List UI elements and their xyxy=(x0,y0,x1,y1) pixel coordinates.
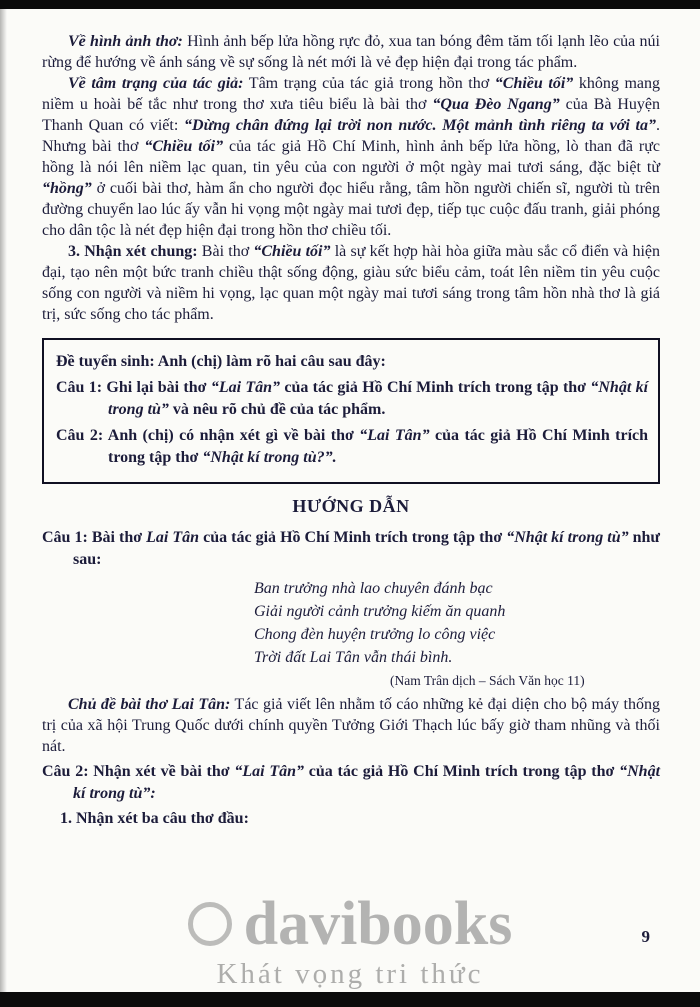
davibooks-watermark xyxy=(0,890,700,991)
page-number: 9 xyxy=(641,927,650,946)
scan-shadow-left xyxy=(0,0,7,1007)
poem-line-3: Chong đèn huyện trưởng lo công việc xyxy=(254,626,496,643)
guide-note-ba-cau-tho-dau: 1. Nhận xét ba câu thơ đầu: xyxy=(60,810,249,827)
page-content xyxy=(42,31,660,829)
scan-border-top xyxy=(0,0,700,9)
watermark-brand-row xyxy=(188,890,513,959)
watermark-slogan-text: Khát vọng tri thức xyxy=(216,958,484,991)
paragraph-hinh-anh-tho: Về hình ảnh thơ: Hình ảnh bếp lửa hồng rực đỏ, xua tan bóng đêm tăm tối lạnh lẽo của núi rừng để hướng về ánh sáng về sự sống là nét mới là vẻ đẹp hiện đại trong tác phẩm. xyxy=(42,33,661,71)
guide-answer-2-intro: Câu 2: Nhận xét về bài thơ “Lai Tân” của tác giả Hồ Chí Minh trích trong tập thơ “Nhật kí trong tù”: xyxy=(42,763,661,802)
watermark-brand-text: davibooks xyxy=(243,890,513,959)
paragraph-nhan-xet-chung: 3. Nhận xét chung: Bài thơ “Chiều tối” là sự kết hợp hài hòa giữa màu sắc cổ điển và hiện đại, tạo nên một bức tranh chiều thật sống động, giàu sức biểu cảm, toát lên niềm tin yêu cuộc sống con người và niềm hi vọng, lạc quan một ngày mai tươi sáng trong tâm hồn nhà thơ là giá trị, sức sống cho tác phẩm. xyxy=(42,243,661,323)
paragraph-tam-trang-tac-gia: Về tâm trạng của tác giả: Tâm trạng của tác giả trong hồn thơ “Chiều tối” không mang niềm u hoài bế tắc như trong thơ xưa tiêu biểu là bài thơ “Qua Đèo Ngang” của Bà Huyện Thanh Quan có viết: “Dừng chân đứng lại trời non nước. Một mảnh tình riêng ta với ta”. Nhưng bài thơ “Chiều tối” của tác giả Hồ Chí Minh, hình ảnh bếp lửa hồng, lò than đã rực hồng là nói lên niềm lạc quan, tin yêu của con người ở một ngày mai tươi sáng, đặc biệt từ “hồng” ở cuối bài thơ, hàm ẩn cho người đọc hiểu rằng, tâm hồn người chiến sĩ, người tù trên đường chuyển lao lúc ấy vẫn hi vọng một ngày mai tươi đẹp, tiếp tục cuộc đấu tranh, giải phóng cho dân tộc là nét đẹp hiện đại trong hồn thơ chiều tối. xyxy=(42,75,661,239)
exam-question-box xyxy=(42,338,660,484)
guide-answer-1-intro: Câu 1: Bài thơ Lai Tân của tác giả Hồ Chí Minh trích trong tập thơ “Nhật kí trong tù” như sau: xyxy=(42,529,661,568)
poem-line-4: Trời đất Lai Tân vẫn thái bình. xyxy=(254,649,453,666)
poem-lai-tan xyxy=(254,577,660,669)
paragraph-chu-de-lai-tan: Chủ đề bài thơ Lai Tân: Tác giả viết lên nhằm tố cáo những kẻ đại diện cho bộ máy thống trị của xã hội Trung Quốc dưới chính quyền Tưởng Giới Thạch lúc bấy giờ tham nhũng và thối nát. xyxy=(42,696,660,755)
poem-attribution: (Nam Trân dịch – Sách Văn học 11) xyxy=(390,673,585,688)
poem-line-1: Ban trưởng nhà lao chuyên đánh bạc xyxy=(254,580,493,597)
section-heading-huong-dan: HƯỚNG DẪN xyxy=(292,496,410,516)
exam-box-question-2: Câu 2: Anh (chị) có nhận xét gì về bài thơ “Lai Tân” của tác giả Hồ Chí Minh trích trong tập thơ “Nhật kí trong tù?”. xyxy=(56,427,649,466)
exam-box-intro: Đề tuyển sinh: Anh (chị) làm rõ hai câu sau đây: xyxy=(56,353,386,370)
scan-border-bottom xyxy=(0,992,700,1007)
davibooks-logo-icon xyxy=(188,902,232,946)
poem-line-2: Giải người cảnh trưởng kiếm ăn quanh xyxy=(254,603,506,620)
exam-box-question-1: Câu 1: Ghi lại bài thơ “Lai Tân” của tác giả Hồ Chí Minh trích trong tập thơ “Nhật kí trong tù” và nêu rõ chủ đề của tác phẩm. xyxy=(56,379,649,418)
